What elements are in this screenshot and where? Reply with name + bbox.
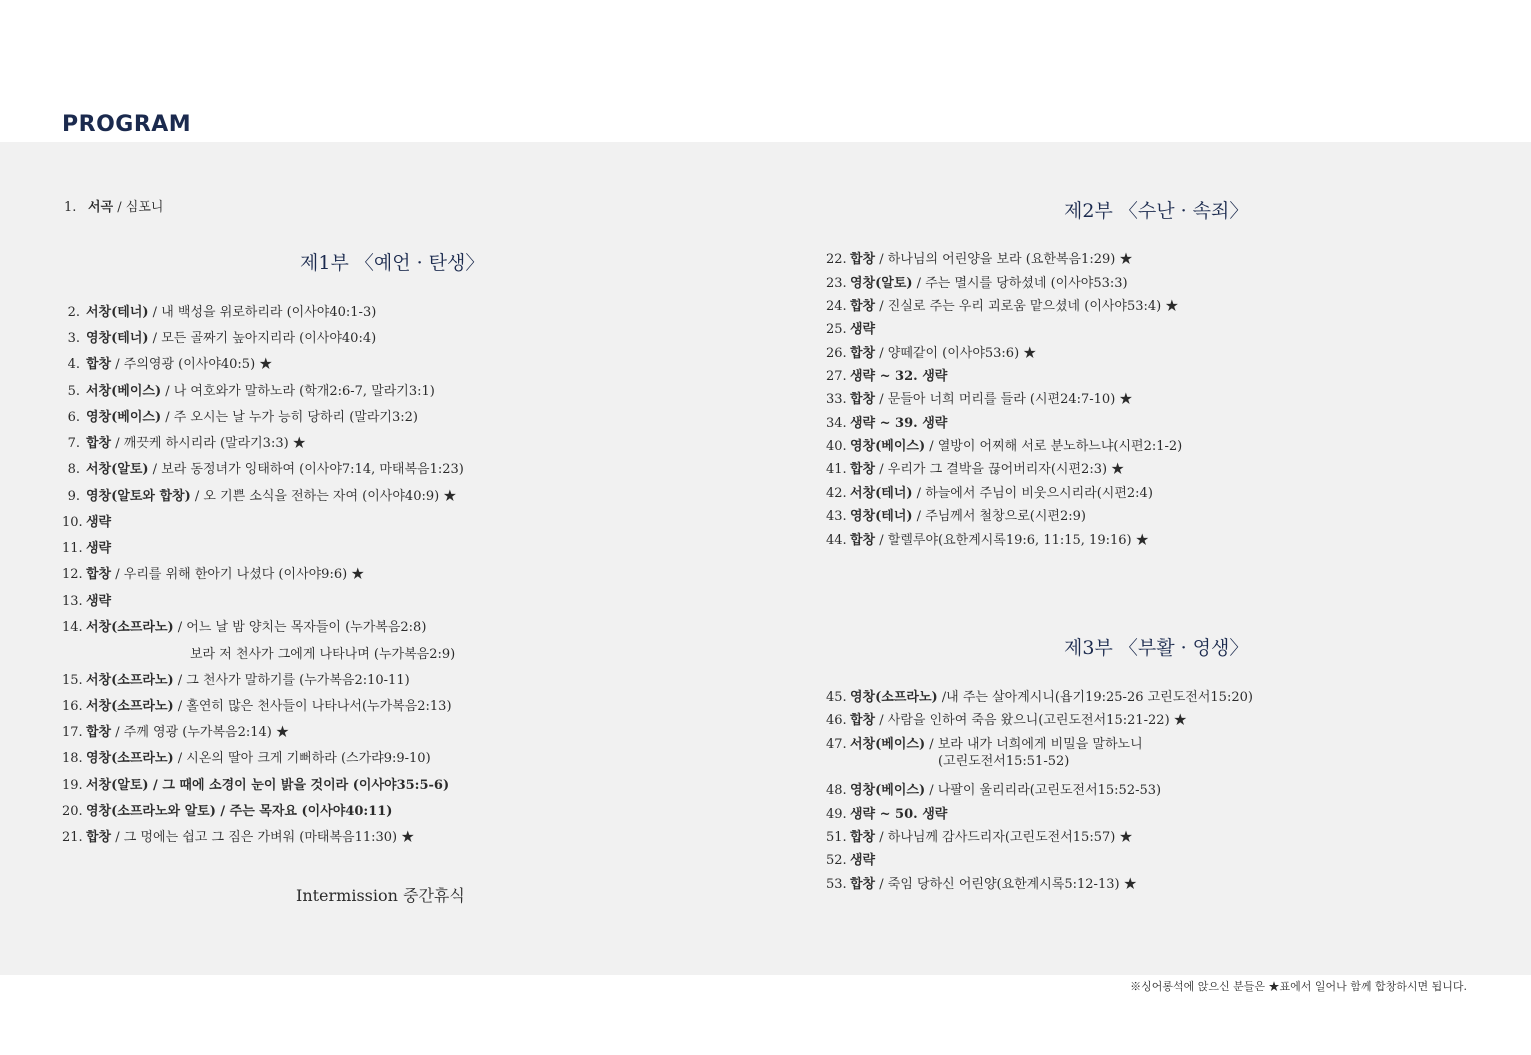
item-number: 40. [826, 439, 847, 454]
item-text: / 내 백성을 위로하리라 (이사야40:1-3) [148, 305, 377, 320]
item-role: 서곡 [88, 200, 114, 215]
item-role: 영창(베이스) [850, 439, 926, 454]
list-item [826, 509, 1086, 525]
item-number: 49. [826, 807, 847, 822]
item-number: 18. [62, 751, 83, 766]
item-text: / 사람을 인하여 죽음 왔으니(고린도전서15:21-22) ★ [875, 713, 1187, 728]
item-role: 합창 [850, 713, 876, 728]
list-item [62, 410, 418, 426]
item-number: 33. [826, 392, 847, 407]
list-item [826, 783, 1161, 799]
list-item [62, 830, 414, 846]
item-text: / 그 천사가 말하기를 (누가복음2:10-11) [173, 673, 410, 688]
item-number: 23. [826, 276, 847, 291]
item-number: 4. [67, 357, 80, 372]
item-role: 합창 [86, 830, 112, 845]
list-item [62, 384, 435, 400]
item-number: 17. [62, 725, 83, 740]
list-item [62, 357, 272, 373]
item-role: 생략 ~ 50. 생략 [850, 807, 948, 822]
item-number: 45. [826, 690, 847, 705]
list-item [62, 462, 464, 478]
item-role: 생략 ~ 39. 생략 [850, 416, 948, 431]
item-role: 생략 [86, 541, 112, 556]
intermission-label: Intermission 중간휴식 [296, 886, 465, 905]
list-item [62, 699, 452, 715]
item-role: 서창(소프라노) [86, 673, 174, 688]
item-role: 생략 ~ 32. 생략 [850, 369, 948, 384]
list-item [62, 725, 289, 741]
list-item [62, 673, 410, 689]
list-item [826, 853, 875, 869]
list-item [62, 436, 306, 452]
item-role: 서창(베이스) [850, 737, 926, 752]
item-role: 생략 [850, 322, 876, 337]
item-number: 48. [826, 783, 847, 798]
item-number: 16. [62, 699, 83, 714]
list-item [826, 462, 1124, 478]
item-number: 51. [826, 830, 847, 845]
item-text: / 주님께서 철창으로(시편2:9) [912, 509, 1086, 524]
item-role: 영창(소프라노) [850, 690, 938, 705]
list-item [826, 416, 947, 432]
item-text: / 하나님의 어린양을 보라 (요한복음1:29) ★ [875, 252, 1133, 267]
item-text: / 나팔이 울리리라(고린도전서15:52-53) [925, 783, 1162, 798]
item-text: / 주 오시는 날 누가 능히 당하리 (말라기3:2) [161, 410, 418, 425]
list-item [826, 486, 1153, 502]
item-role: 영창(알토) [850, 276, 913, 291]
item-number: 34. [826, 416, 847, 431]
item-role: 생략 [86, 594, 112, 609]
item-text: / 깨끗케 하시리라 (말라기3:3) ★ [111, 436, 306, 451]
list-item [826, 369, 947, 385]
item-text: /내 주는 살아계시니(욥기19:25-26 고린도전서15:20) [937, 690, 1253, 705]
item-text: / 보라 내가 너희에게 비밀을 말하노니 [925, 737, 1143, 752]
item-number: 25. [826, 322, 847, 337]
list-item-overture [64, 200, 163, 216]
item-role: 서창(알토) [86, 462, 149, 477]
list-item [62, 489, 456, 505]
item-role: 생략 [86, 515, 112, 530]
list-item [826, 533, 1149, 549]
part-3-title: 제3부 〈부활 · 영생〉 [1064, 637, 1249, 659]
list-item [826, 690, 1253, 706]
item-number: 10. [62, 515, 83, 530]
item-text: / 어느 날 밤 양치는 목자들이 (누가복음2:8) [173, 620, 427, 635]
item-number: 19. [62, 778, 83, 793]
list-item [62, 778, 449, 794]
item-number: 52. [826, 853, 847, 868]
list-item [62, 515, 111, 531]
item-number: 13. [62, 594, 83, 609]
list-item [62, 594, 111, 610]
item-number: 8. [67, 462, 80, 477]
item-role: 생략 [850, 853, 876, 868]
item-number: 22. [826, 252, 847, 267]
item-role: 서창(소프라노) [86, 620, 174, 635]
item-text: / 심포니 [113, 200, 164, 215]
item-number: 15. [62, 673, 83, 688]
item-role: 합창 [850, 346, 876, 361]
item-role: 합창 [850, 252, 876, 267]
item-text: / 모든 골짜기 높아지리라 (이사야40:4) [148, 331, 377, 346]
list-item [826, 299, 1178, 315]
page-title: PROGRAM [62, 112, 192, 137]
item-text: / 할렐루야(요한계시록19:6, 11:15, 19:16) ★ [875, 533, 1149, 548]
item-number: 46. [826, 713, 847, 728]
item-number: 9. [67, 489, 80, 504]
item-role: 서창(베이스) [86, 384, 162, 399]
item-number: 12. [62, 567, 83, 582]
list-item [826, 830, 1132, 846]
item-role: 합창 [86, 725, 112, 740]
item-role: 합창 [850, 299, 876, 314]
item-text: / 보라 동정녀가 잉태하여 (이사야7:14, 마태복음1:23) [148, 462, 464, 477]
item-role: 영창(알토와 합창) [86, 489, 191, 504]
item-role: 영창(소프라노) [86, 751, 174, 766]
item-number: 24. [826, 299, 847, 314]
item-text: / 진실로 주는 우리 괴로움 맡으셨네 (이사야53:4) ★ [875, 299, 1179, 314]
item-number: 6. [67, 410, 80, 425]
list-item [62, 620, 426, 636]
item-number: 41. [826, 462, 847, 477]
item-text: / 문들아 너희 머리를 들라 (시편24:7-10) ★ [875, 392, 1133, 407]
footnote: ※싱어롱석에 앉으신 분들은 ★표에서 일어나 함께 합창하시면 됩니다. [1130, 980, 1467, 993]
item-text: / 주의영광 (이사야40:5) ★ [111, 357, 273, 372]
item-role: 합창 [850, 462, 876, 477]
list-item [62, 804, 392, 820]
item-role: 합창 [850, 830, 876, 845]
item-number: 7. [67, 436, 80, 451]
item-role: 영창(소프라노와 알토) / 주는 목자요 (이사야40:11) [86, 804, 393, 819]
item-role: 영창(베이스) [86, 410, 162, 425]
list-item [62, 751, 431, 767]
item-number: 5. [67, 384, 80, 399]
item-number: 47. [826, 737, 847, 752]
item-text: / 열방이 어찌해 서로 분노하느냐(시편2:1-2) [925, 439, 1183, 454]
item-role: 서창(테너) [850, 486, 913, 501]
item-number: 21. [62, 830, 83, 845]
item-text: / 홀연히 많은 천사들이 나타나서(누가복음2:13) [173, 699, 452, 714]
item-text: / 하늘에서 주님이 비웃으시리라(시편2:4) [912, 486, 1153, 501]
list-item [62, 567, 364, 583]
list-item [826, 439, 1182, 455]
list-item [826, 392, 1132, 408]
list-item-47-continuation: (고린도전서15:51-52) [938, 754, 1070, 769]
item-role: 합창 [850, 877, 876, 892]
item-number: 27. [826, 369, 847, 384]
item-text: / 양떼같이 (이사야53:6) ★ [875, 346, 1037, 361]
list-item [826, 737, 1143, 753]
item-role: 합창 [850, 392, 876, 407]
list-item [62, 541, 111, 557]
item-text: / 시온의 딸아 크게 기뻐하라 (스가랴9:9-10) [173, 751, 431, 766]
item-number: 11. [62, 541, 83, 556]
item-role: 서창(알토) / 그 때에 소경이 눈이 밝을 것이라 (이사야35:5-6) [86, 778, 450, 793]
part-2-title: 제2부 〈수난 · 속죄〉 [1064, 200, 1249, 222]
item-text: / 우리를 위해 한아기 나셨다 (이사야9:6) ★ [111, 567, 365, 582]
item-role: 합창 [86, 357, 112, 372]
item-number: 3. [67, 331, 80, 346]
list-item-14-continuation: 보라 저 천사가 그에게 나타나며 (누가복음2:9) [190, 647, 456, 662]
item-role: 합창 [86, 436, 112, 451]
item-role: 합창 [850, 533, 876, 548]
item-number: 14. [62, 620, 83, 635]
item-number: 20. [62, 804, 83, 819]
item-text: / 우리가 그 결박을 끊어버리자(시편2:3) ★ [875, 462, 1125, 477]
item-text: / 주는 멸시를 당하셨네 (이사야53:3) [912, 276, 1128, 291]
item-number: 26. [826, 346, 847, 361]
item-role: 서창(테너) [86, 305, 149, 320]
part-1-title: 제1부 〈예언 · 탄생〉 [300, 252, 485, 274]
list-item [826, 807, 947, 823]
program-panel [0, 142, 1531, 975]
item-role: 영창(베이스) [850, 783, 926, 798]
list-item [826, 877, 1137, 893]
item-number: 53. [826, 877, 847, 892]
list-item [62, 331, 376, 347]
item-number: 2. [67, 305, 80, 320]
item-role: 서창(소프라노) [86, 699, 174, 714]
item-number: 1. [64, 200, 77, 215]
item-role: 영창(테너) [86, 331, 149, 346]
item-number: 44. [826, 533, 847, 548]
list-item [826, 346, 1036, 362]
list-item [826, 713, 1187, 729]
item-text: / 나 여호와가 말하노라 (학개2:6-7, 말라기3:1) [161, 384, 435, 399]
item-role: 영창(테너) [850, 509, 913, 524]
item-text: / 죽임 당하신 어린양(요한계시록5:12-13) ★ [875, 877, 1137, 892]
item-role: 합창 [86, 567, 112, 582]
item-number: 43. [826, 509, 847, 524]
list-item [826, 252, 1132, 268]
list-item [62, 305, 376, 321]
item-text: / 그 멍에는 쉽고 그 짐은 가벼워 (마태복음11:30) ★ [111, 830, 415, 845]
item-text: / 하나님께 감사드리자(고린도전서15:57) ★ [875, 830, 1133, 845]
list-item [826, 322, 875, 338]
item-text: / 주께 영광 (누가복음2:14) ★ [111, 725, 289, 740]
list-item [826, 276, 1128, 292]
item-text: / 오 기쁜 소식을 전하는 자여 (이사야40:9) ★ [190, 489, 457, 504]
item-number: 42. [826, 486, 847, 501]
